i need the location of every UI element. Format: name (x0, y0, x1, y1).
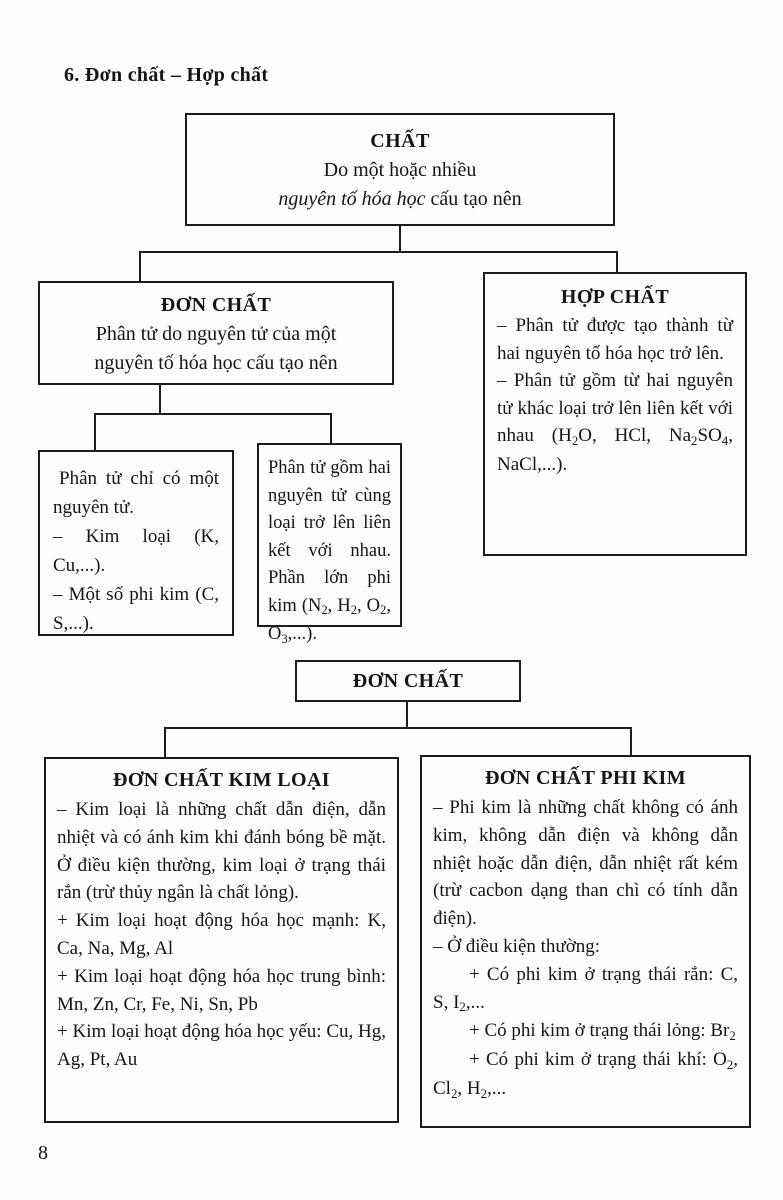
connector-don-chat2-crossbar (164, 727, 632, 729)
node-don-chat-title: ĐƠN CHẤT (160, 294, 272, 316)
connector-to-phi-kim (630, 727, 632, 756)
node-mono-p2: – Kim loại (K, Cu,...). (53, 526, 219, 576)
node-phi-kim (420, 755, 751, 1128)
node-phi-kim-p2: – Ở điều kiện thường: (433, 935, 601, 957)
connector-chat-crossbar (139, 251, 618, 253)
node-don-chat-line2: nguyên tố hóa học cấu tạo nên (94, 352, 338, 374)
connector-chat-stem (399, 226, 401, 253)
connector-to-poly-atomic (330, 413, 332, 444)
node-mono-p1: Phân tử chỉ có một nguyên tử. (53, 468, 219, 518)
node-chat-line2-rest: cấu tạo nên (425, 188, 522, 210)
node-chat-line2-italic: nguyên tố hóa học (278, 188, 426, 210)
node-don-chat-2 (295, 660, 521, 702)
node-poly-atomic (257, 443, 402, 646)
node-kim-loai-p3: + Kim loại hoạt động hóa học trung bình: Mn, Zn, Cr, Fe, Ni, Sn, Pb (57, 965, 386, 1015)
page-number: 8 (38, 1142, 48, 1164)
node-hop-chat-p2: – Phân tử gồm từ hai nguyên tử khác loại trở lên liên kết với nhau ($H_2O$, HCl, $Na_2SO_4$, NaCl,...). (497, 370, 733, 475)
connector-don-chat2-stem (406, 702, 408, 729)
node-don-chat (38, 281, 394, 385)
connector-to-don-chat (139, 251, 141, 282)
node-kim-loai-p4: + Kim loại hoạt động hóa học yếu: Cu, Hg, Ag, Pt, Au (57, 1021, 386, 1071)
node-chat-line1: Do một hoặc nhiều (323, 159, 477, 181)
node-phi-kim-title: ĐƠN CHẤT PHI KIM (484, 767, 687, 789)
node-mono-atomic (38, 450, 234, 636)
node-hop-chat (483, 272, 747, 556)
node-mono-p3: – Một số phi kim (C, S,...). (53, 584, 219, 634)
connector-don-chat-stem (159, 385, 161, 415)
connector-to-mono-atomic (94, 413, 96, 451)
node-don-chat-line1: Phân tử do nguyên tử của một (95, 323, 337, 345)
node-don-chat-2-title: ĐƠN CHẤT (352, 670, 464, 692)
section-heading: 6. Đơn chất – Hợp chất (64, 64, 269, 86)
node-chat (185, 113, 615, 226)
node-chat-title: CHẤT (370, 130, 430, 152)
node-phi-kim-p1: – Phi kim là những chất không có ánh kim, không dẫn điện và không dẫn nhiệt hoặc dẫn điện, dẫn nhiệt rất kém (trừ cacbon dạng than chì có tính dẫn điện). (433, 797, 738, 930)
node-hop-chat-title: HỢP CHẤT (560, 286, 670, 308)
node-phi-kim-p3: + Có phi kim ở trạng thái rắn: C, S, $I_2$,... (433, 963, 738, 1015)
node-phi-kim-p4: + Có phi kim ở trạng thái lỏng: $Br_2$ (469, 1020, 736, 1043)
connector-to-hop-chat (616, 251, 618, 273)
connector-to-kim-loai (164, 727, 166, 758)
node-hop-chat-p1: – Phân tử được tạo thành từ hai nguyên tố hóa học trở lên. (497, 315, 733, 364)
node-poly-p1: Phân tử gồm hai nguyên tử cùng loại trở lên liên kết với nhau. Phần lớn phi kim ($N_2$, $H_2$, $O_2$, $O_3$,...). (268, 458, 391, 646)
node-kim-loai (44, 757, 399, 1123)
node-chat-line2 (187, 185, 613, 214)
connector-don-chat-crossbar (94, 413, 332, 415)
node-kim-loai-title: ĐƠN CHẤT KIM LOẠI (112, 769, 330, 791)
node-kim-loai-p2: + Kim loại hoạt động hóa học mạnh: K, Ca, Na, Mg, Al (57, 910, 386, 959)
node-kim-loai-p1: – Kim loại là những chất dẫn điện, dẫn nhiệt và có ánh kim khi đánh bóng bề mặt. Ở điều kiện thường, kim loại ở trạng thái rắn (trừ thủy ngân là chất lỏng). (57, 799, 386, 904)
node-phi-kim-p5: + Có phi kim ở trạng thái khí: $O_2$, $Cl_2$, $H_2$,... (433, 1049, 738, 1101)
